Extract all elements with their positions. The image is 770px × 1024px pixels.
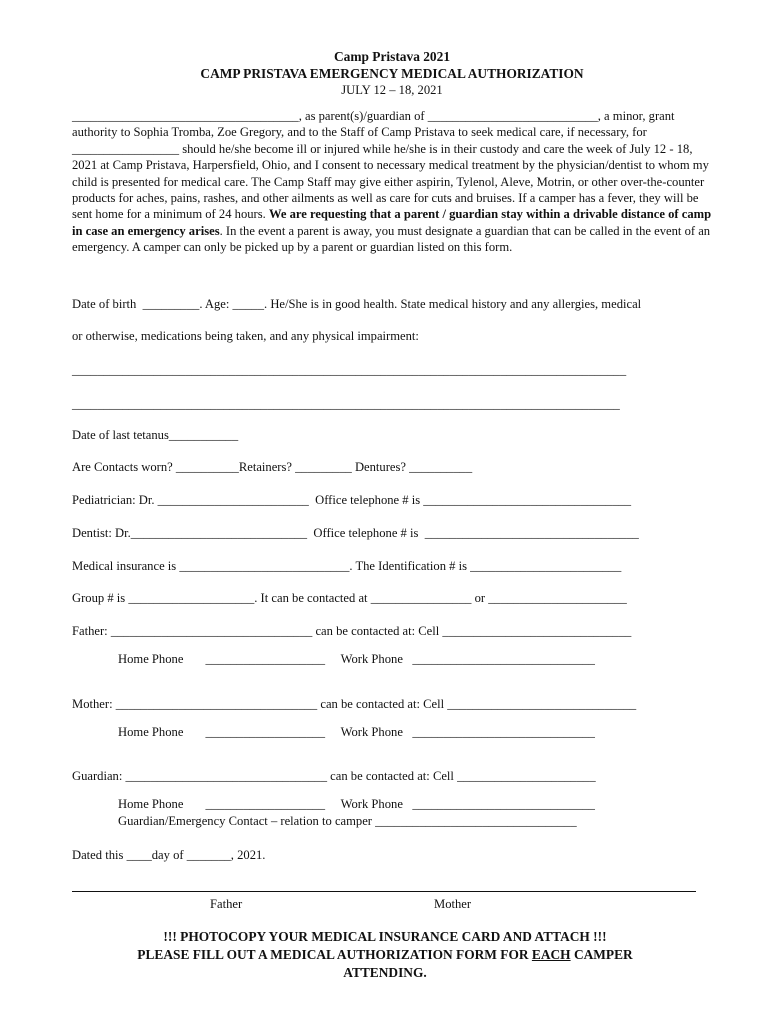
guardian-field[interactable]: Guardian: ________________________________ can be contacted at: Cell ______________________ (72, 769, 596, 783)
intro-text-b: should he/she become ill or injured while he/she is in their custody and care the week of July 12 - 18, 2021 at Camp Pristava, Harpersfield, Ohio, and I consent to necessary medical treatment by the physician/dentist to whom my child is presented for medical care. The Camp Staff may give either aspirin, Tylenol, Aleve, Motrin, or other over-the-counter products for aches, pains, rashes, and other ailments as well as care for cuts and bruises. If a camper has a fever, they will be sent home for a minimum of 24 hours. (72, 141, 709, 222)
guardian-relation-field[interactable]: Guardian/Emergency Contact – relation to camper ________________________________ (118, 814, 577, 828)
history-blank-2[interactable]: _______________________________________________________________________________________ (72, 397, 620, 411)
mother-field[interactable]: Mother: ________________________________ can be contacted at: Cell ______________________________ (72, 697, 637, 711)
care-for-blank[interactable]: _________________ (72, 141, 180, 156)
intro-mid: , as parent(s)/guardian of (298, 109, 428, 123)
father-signature-label: Father (210, 897, 243, 911)
footer-each: EACH (531, 947, 571, 962)
tetanus-field[interactable]: Date of last tetanus___________ (72, 428, 239, 442)
pediatrician-field[interactable]: Pediatrician: Dr. ________________________ Office telephone # is _________________________________ (72, 493, 632, 507)
signature-line[interactable] (72, 891, 696, 892)
mother-signature-label: Mother (434, 897, 472, 911)
insurance-field[interactable]: Medical insurance is ___________________________. The Identification # is ________________________ (72, 559, 622, 573)
dated-field[interactable]: Dated this ____day of _______, 2021. (72, 848, 266, 862)
authorization-paragraph (72, 108, 712, 256)
parent-name-blank[interactable]: ____________________________________ (72, 109, 299, 123)
contacts-field[interactable]: Are Contacts worn? __________Retainers? _________ Dentures? __________ (72, 460, 473, 474)
dob-line[interactable]: Date of birth _________. Age: _____. He/She is in good health. State medical history and any allergies, medical (72, 297, 642, 311)
footer-line-2-post: CAMPER (570, 947, 633, 962)
intro-bold: We are requesting that a parent / guardian stay within a drivable distance of camp in case an emergency arises (72, 207, 712, 238)
doc-title: Camp Pristava 2021 (333, 49, 451, 64)
camper-name-blank[interactable]: ___________________________ (427, 109, 598, 123)
history-line: or otherwise, medications being taken, and any physical impairment: (72, 329, 419, 343)
group-field[interactable]: Group # is ____________________. It can be contacted at ________________ or ______________________ (72, 591, 627, 605)
guardian-phones-field[interactable]: Home Phone ___________________ Work Phone _____________________________ (118, 797, 595, 811)
footer-line-1: !!! PHOTOCOPY YOUR MEDICAL INSURANCE CARD AND ATTACH !!! (163, 929, 607, 944)
dentist-field[interactable]: Dentist: Dr.____________________________ Office telephone # is __________________________________ (72, 526, 639, 540)
history-blank-1[interactable]: ________________________________________________________________________________________ (72, 363, 627, 377)
father-field[interactable]: Father: ________________________________ can be contacted at: Cell ______________________________ (72, 624, 632, 638)
intro-text-c: . In the event a parent is away, you must designate a guardian that can be called in the event of an emergency. A camper can only be picked up by a parent or guardian listed on this form. (72, 223, 711, 255)
doc-dates: JULY 12 – 18, 2021 (341, 83, 443, 97)
mother-phones-field[interactable]: Home Phone ___________________ Work Phone _____________________________ (118, 725, 595, 739)
footer-line-2 (72, 946, 698, 964)
doc-subtitle: CAMP PRISTAVA EMERGENCY MEDICAL AUTHORIZATION (200, 66, 584, 81)
intro-text-a: minor, grant authority to Sophia Tromba, Zoe Gregory, and to the Staff of Camp Pristava to seek medical care, if necessary, for (72, 109, 675, 140)
footer-line-3: ATTENDING. (343, 965, 427, 980)
form-page (72, 48, 712, 256)
footer-notice (72, 928, 698, 982)
intro-end: , a (597, 109, 610, 123)
footer-line-2-pre: PLEASE FILL OUT A MEDICAL AUTHORIZATION FORM FOR (137, 947, 532, 962)
father-phones-field[interactable]: Home Phone ___________________ Work Phone _____________________________ (118, 652, 595, 666)
